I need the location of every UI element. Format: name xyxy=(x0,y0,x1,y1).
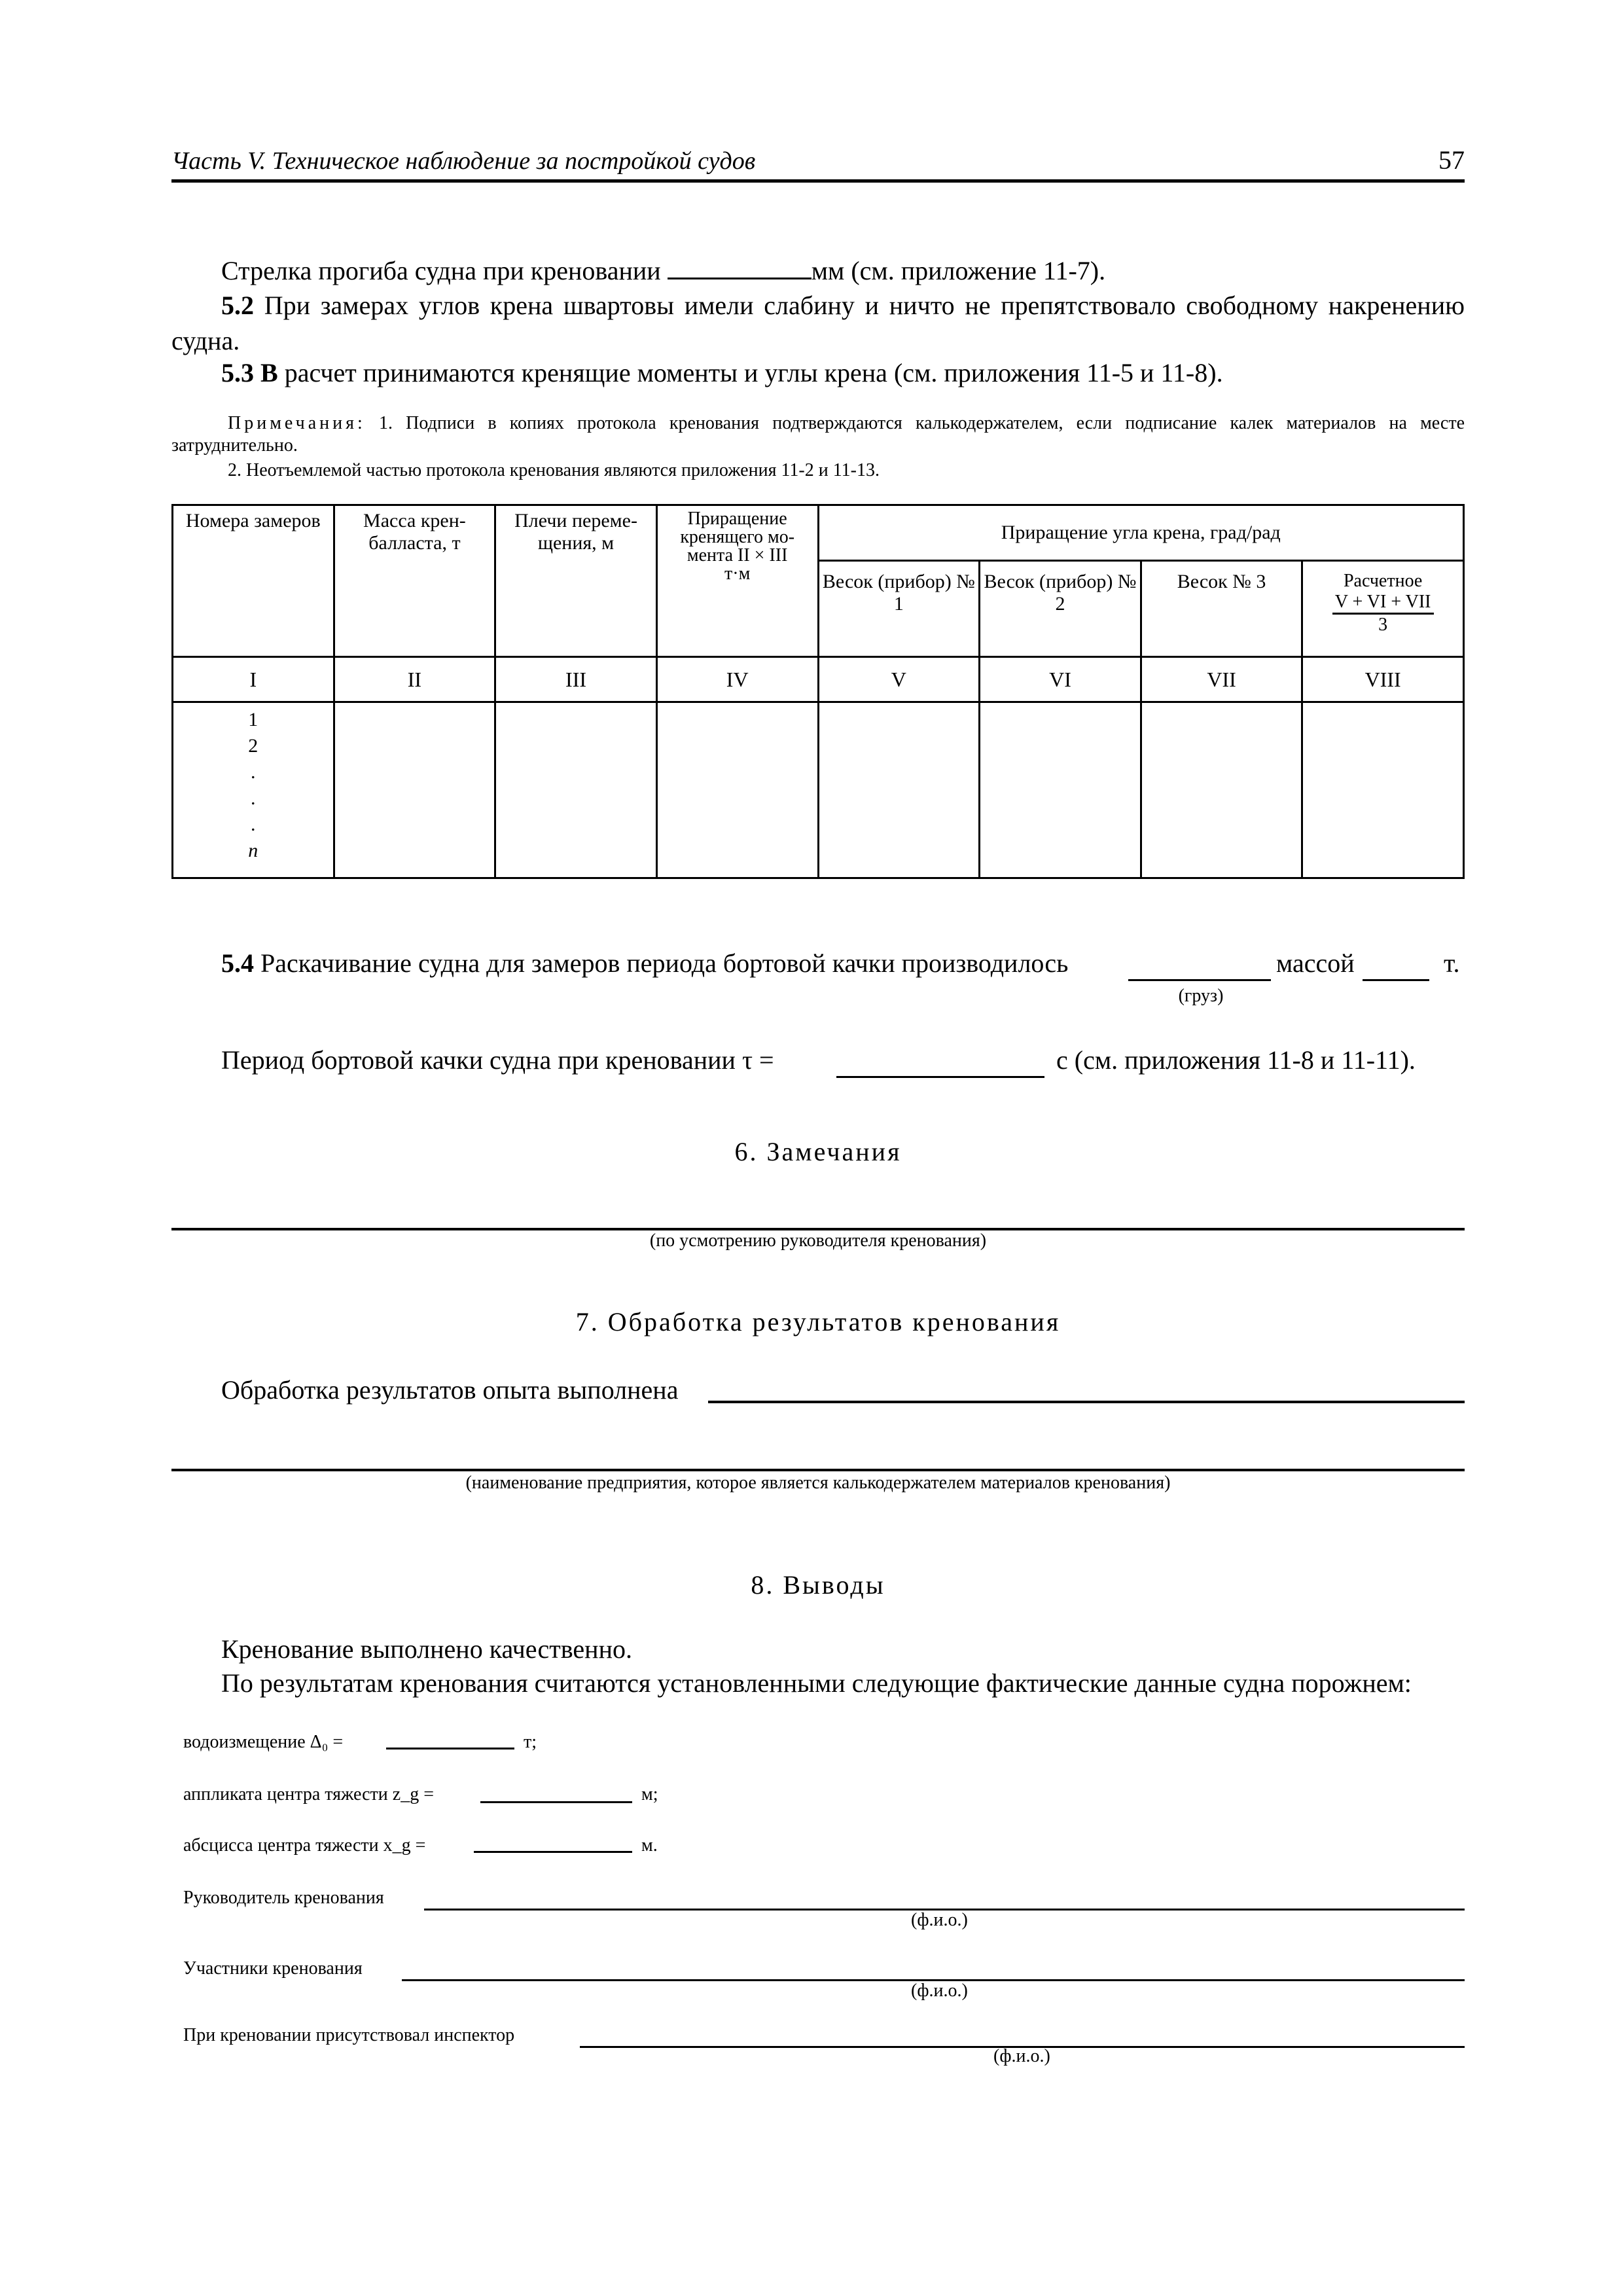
leader-fio: (ф.и.о.) xyxy=(911,1910,968,1930)
leader-label: Руководитель кренования xyxy=(183,1888,384,1908)
row-index: 1 xyxy=(248,709,259,730)
row-index: . xyxy=(251,761,256,783)
row-index: n xyxy=(248,840,259,861)
header-ballast-mass: Масса крен-балласта, т xyxy=(334,505,495,657)
deflection-line xyxy=(221,254,1105,288)
inspector-label: При креновании присутствовал инспектор xyxy=(183,2025,515,2045)
header-calculated xyxy=(1302,561,1464,657)
column-number: I xyxy=(173,657,334,702)
row-index: 2 xyxy=(248,735,259,757)
p53-bold-word: В xyxy=(260,358,278,387)
data-cell[interactable] xyxy=(656,702,818,878)
note-2-text: 2. Неотъемлемой частью протокола кренования являются приложения 11-2 и 11-13. xyxy=(228,460,880,480)
p53-text: расчет принимаются кренящие моменты и углы крена (см. приложения 11-5 и 11-8). xyxy=(284,358,1223,387)
displacement-label: водоизмещение Δ₀ = xyxy=(183,1732,344,1752)
data-cell[interactable] xyxy=(495,702,657,878)
paragraph-5-3 xyxy=(221,356,1223,390)
data-cell[interactable] xyxy=(818,702,980,878)
deflection-blank[interactable] xyxy=(668,254,812,279)
header-title: Часть V. Техническое наблюдение за постройкой судов xyxy=(171,147,756,175)
roll-period-suffix: с (см. приложения 11-8 и 11-11). xyxy=(1056,1045,1416,1075)
processing-line[interactable] xyxy=(708,1401,1465,1403)
participants-fio: (ф.и.о.) xyxy=(911,1981,968,2001)
cargo-caption: (груз) xyxy=(1178,986,1224,1006)
column-number: III xyxy=(495,657,657,702)
section-8-title: 8. Выводы xyxy=(751,1570,885,1600)
inspector-fio: (ф.и.о.) xyxy=(993,2046,1050,2066)
measurement-table xyxy=(171,504,1465,879)
header-moment-text: Приращение кренящего мо-мента II × III xyxy=(680,509,795,565)
header-shift-arms: Плечи переме-щения, м xyxy=(495,505,657,657)
column-number: II xyxy=(334,657,495,702)
header-heel-angle-group: Приращение угла крена, град/рад xyxy=(818,505,1463,561)
paragraph-5-4 xyxy=(221,946,1068,980)
zg-unit: м; xyxy=(641,1784,658,1804)
p54-text: Раскачивание судна для замеров периода бортовой качки производилось xyxy=(260,948,1069,978)
paragraph-5-2 xyxy=(171,288,1465,359)
column-number: VII xyxy=(1141,657,1302,702)
xg-blank[interactable] xyxy=(474,1838,632,1853)
header-pendulum-2: Весок (прибор) № 2 xyxy=(980,561,1141,657)
header-moment-increment xyxy=(656,505,818,657)
deflection-suffix: мм (см. приложение 11-7). xyxy=(811,256,1106,285)
row-index-cell xyxy=(173,702,334,878)
section-6-title: 6. Замечания xyxy=(734,1137,902,1166)
header-moment-unit: т·м xyxy=(724,564,751,584)
zg-label: аппликата центра тяжести z_g = xyxy=(183,1784,434,1804)
notes-label: Примечания: xyxy=(228,413,366,433)
deflection-text: Стрелка прогиба судна при креновании xyxy=(221,256,661,285)
column-number: VIII xyxy=(1302,657,1464,702)
header-measure-numbers: Номера замеров xyxy=(173,505,334,657)
p52-number: 5.2 xyxy=(221,291,254,320)
organization-line[interactable] xyxy=(171,1469,1465,1471)
column-number: VI xyxy=(980,657,1141,702)
note-2 xyxy=(228,459,1465,482)
data-cell[interactable] xyxy=(980,702,1141,878)
section-7-title: 7. Обработка результатов кренования xyxy=(575,1307,1061,1336)
formula-denominator: 3 xyxy=(1378,615,1388,635)
page-number: 57 xyxy=(1438,145,1465,175)
header-pendulum-3: Весок № 3 xyxy=(1141,561,1302,657)
p52-text: При замерах углов крена швартовы имели слабину и ничто не препятствовало свободному накренению судна. xyxy=(171,291,1465,355)
mass-unit: т. xyxy=(1444,948,1460,978)
organization-caption: (наименование предприятия, которое является калькодержателем материалов кренования) xyxy=(465,1473,1171,1493)
conclusion-line-2: По результатам кренования считаются установленными следующие фактические данные судна порожнем: xyxy=(221,1668,1412,1698)
mass-blank[interactable] xyxy=(1363,956,1429,981)
header-calculated-label: Расчетное xyxy=(1343,571,1423,591)
page-header xyxy=(171,143,1465,183)
roll-period-text: Период бортовой качки судна при креновании τ = xyxy=(221,1045,774,1075)
column-number: V xyxy=(818,657,980,702)
data-cell[interactable] xyxy=(334,702,495,878)
note-1-text: 1. Подписи в копиях протокола кренования подтверждаются калькодержателем, если подписание калек материалов на месте затруднительно. xyxy=(171,413,1465,456)
p54-number: 5.4 xyxy=(221,948,254,978)
row-index: . xyxy=(251,814,256,835)
mass-word: массой xyxy=(1276,948,1355,978)
zg-blank[interactable] xyxy=(480,1788,632,1803)
column-number: IV xyxy=(656,657,818,702)
p53-number: 5.3 xyxy=(221,358,254,387)
conclusion-line-1: Кренование выполнено качественно. xyxy=(221,1634,632,1664)
cargo-blank[interactable] xyxy=(1128,956,1271,981)
participants-label: Участники кренования xyxy=(183,1958,363,1979)
data-cell[interactable] xyxy=(1302,702,1464,878)
xg-unit: м. xyxy=(641,1835,658,1856)
roll-period-blank[interactable] xyxy=(836,1052,1044,1078)
row-index: . xyxy=(251,787,256,809)
data-cell[interactable] xyxy=(1141,702,1302,878)
note-1 xyxy=(171,412,1465,457)
xg-label: абсцисса центра тяжести x_g = xyxy=(183,1835,426,1856)
calculated-formula xyxy=(1332,592,1434,636)
header-pendulum-1: Весок (прибор) № 1 xyxy=(818,561,980,657)
remarks-caption: (по усмотрению руководителя кренования) xyxy=(649,1230,987,1251)
displacement-unit: т; xyxy=(524,1732,537,1752)
processing-text: Обработка результатов опыта выполнена xyxy=(221,1375,679,1405)
formula-numerator: V + VI + VII xyxy=(1332,592,1434,615)
displacement-blank[interactable] xyxy=(386,1734,514,1749)
